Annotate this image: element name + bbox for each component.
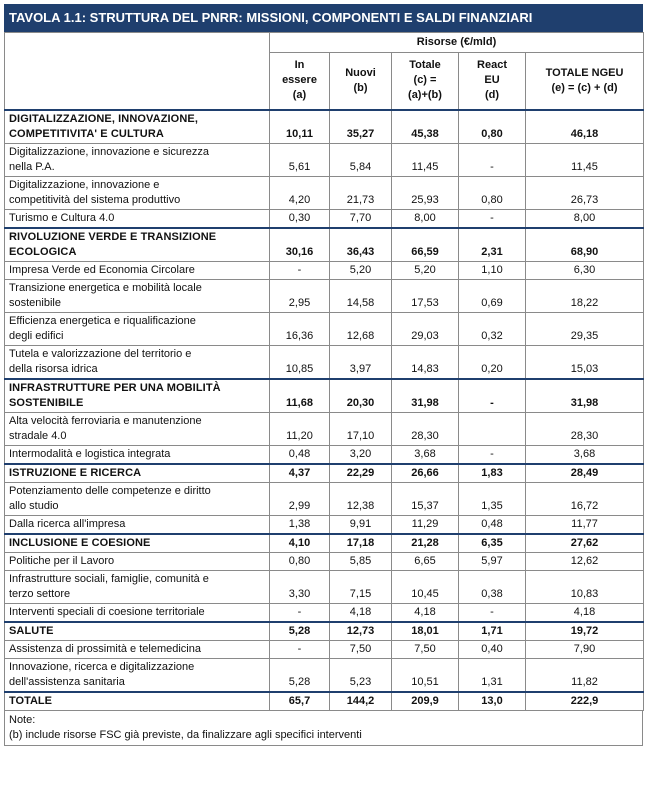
cell-nuovi: 12,73 <box>330 622 392 641</box>
cell-totale-ngeu: 11,45 <box>526 143 644 176</box>
cell-totale-ngeu: 15,03 <box>526 345 644 379</box>
cell-in-essere: 4,20 <box>270 176 330 209</box>
cell-totale-ngeu: 4,18 <box>526 603 644 622</box>
cell-totale: 29,03 <box>392 312 459 345</box>
cell-nuovi: 7,70 <box>330 209 392 228</box>
cell-totale: 18,01 <box>392 622 459 641</box>
component-row <box>5 552 644 570</box>
cell-in-essere: 4,37 <box>270 464 330 483</box>
row-label: Intermodalità e logistica integrata <box>5 445 270 464</box>
component-row <box>5 412 644 445</box>
cell-in-essere: 0,30 <box>270 209 330 228</box>
cell-in-essere: - <box>270 603 330 622</box>
cell-totale: 66,59 <box>392 228 459 262</box>
component-row <box>5 312 644 345</box>
cell-react-eu: 1,31 <box>459 658 526 692</box>
cell-totale-ngeu: 222,9 <box>526 692 644 711</box>
cell-totale: 3,68 <box>392 445 459 464</box>
cell-in-essere: 11,68 <box>270 379 330 413</box>
cell-react-eu: 0,40 <box>459 640 526 658</box>
cell-totale-ngeu: 46,18 <box>526 110 644 144</box>
cell-totale-ngeu: 10,83 <box>526 570 644 603</box>
component-row <box>5 640 644 658</box>
mission-row <box>5 379 644 413</box>
cell-totale-ngeu: 28,30 <box>526 412 644 445</box>
cell-in-essere: 0,80 <box>270 552 330 570</box>
row-label: Interventi speciali di coesione territoriale <box>5 603 270 622</box>
column-header-totale-ngeu: TOTALE NGEU (e) = (c) + (d) <box>526 53 644 110</box>
cell-react-eu: 0,48 <box>459 515 526 534</box>
row-label: Politiche per il Lavoro <box>5 552 270 570</box>
cell-react-eu: - <box>459 603 526 622</box>
cell-totale: 11,29 <box>392 515 459 534</box>
cell-totale: 17,53 <box>392 279 459 312</box>
cell-in-essere: 5,28 <box>270 658 330 692</box>
mission-row <box>5 110 644 144</box>
notes-label: Note: <box>9 713 36 726</box>
cell-totale-ngeu: 26,73 <box>526 176 644 209</box>
cell-in-essere: 11,20 <box>270 412 330 445</box>
row-label: Transizione energetica e mobilità locale sostenibile <box>5 279 270 312</box>
cell-in-essere: 16,36 <box>270 312 330 345</box>
cell-nuovi: 3,97 <box>330 345 392 379</box>
pnrr-table <box>4 32 644 711</box>
cell-totale: 4,18 <box>392 603 459 622</box>
cell-nuovi: 12,38 <box>330 482 392 515</box>
cell-totale: 21,28 <box>392 534 459 553</box>
notes-block <box>4 711 643 746</box>
cell-nuovi: 144,2 <box>330 692 392 711</box>
cell-totale-ngeu: 29,35 <box>526 312 644 345</box>
table-title: TAVOLA 1.1: STRUTTURA DEL PNRR: MISSIONI, COMPONENTI E SALDI FINANZIARI <box>4 4 643 32</box>
component-row <box>5 445 644 464</box>
row-label: Impresa Verde ed Economia Circolare <box>5 261 270 279</box>
cell-react-eu: 0,69 <box>459 279 526 312</box>
row-label: DIGITALIZZAZIONE, INNOVAZIONE, COMPETITIVITA' E CULTURA <box>5 110 270 144</box>
component-row <box>5 345 644 379</box>
cell-nuovi: 5,85 <box>330 552 392 570</box>
cell-in-essere: 10,85 <box>270 345 330 379</box>
cell-totale-ngeu: 31,98 <box>526 379 644 413</box>
mission-row <box>5 228 644 262</box>
cell-totale-ngeu: 12,62 <box>526 552 644 570</box>
cell-in-essere: 65,7 <box>270 692 330 711</box>
cell-react-eu: 0,32 <box>459 312 526 345</box>
mission-row <box>5 464 644 483</box>
row-label: Efficienza energetica e riqualificazione degli edifici <box>5 312 270 345</box>
mission-row <box>5 622 644 641</box>
total-row <box>5 692 644 711</box>
cell-react-eu: 13,0 <box>459 692 526 711</box>
cell-totale-ngeu: 68,90 <box>526 228 644 262</box>
cell-react-eu: - <box>459 445 526 464</box>
row-label: Assistenza di prossimità e telemedicina <box>5 640 270 658</box>
cell-react-eu: 5,97 <box>459 552 526 570</box>
cell-react-eu: 6,35 <box>459 534 526 553</box>
row-label: SALUTE <box>5 622 270 641</box>
row-label: INFRASTRUTTURE PER UNA MOBILITÀ SOSTENIBILE <box>5 379 270 413</box>
row-label: Digitalizzazione, innovazione e competitività del sistema produttivo <box>5 176 270 209</box>
cell-in-essere: 2,95 <box>270 279 330 312</box>
component-row <box>5 570 644 603</box>
cell-nuovi: 4,18 <box>330 603 392 622</box>
cell-nuovi: 17,10 <box>330 412 392 445</box>
cell-totale: 11,45 <box>392 143 459 176</box>
row-label: Turismo e Cultura 4.0 <box>5 209 270 228</box>
row-label: Tutela e valorizzazione del territorio e della risorsa idrica <box>5 345 270 379</box>
cell-nuovi: 12,68 <box>330 312 392 345</box>
column-header-totale: Totale (c) = (a)+(b) <box>392 53 459 110</box>
component-row <box>5 209 644 228</box>
cell-react-eu: 1,83 <box>459 464 526 483</box>
cell-totale-ngeu: 3,68 <box>526 445 644 464</box>
cell-totale-ngeu: 11,82 <box>526 658 644 692</box>
row-label: Potenziamento delle competenze e diritto allo studio <box>5 482 270 515</box>
cell-totale: 7,50 <box>392 640 459 658</box>
cell-in-essere: 5,28 <box>270 622 330 641</box>
column-header-in-essere: In essere (a) <box>270 53 330 110</box>
cell-nuovi: 9,91 <box>330 515 392 534</box>
cell-react-eu: 0,38 <box>459 570 526 603</box>
header-group-label: Risorse (€/mld) <box>270 33 644 53</box>
cell-nuovi: 20,30 <box>330 379 392 413</box>
cell-nuovi: 7,50 <box>330 640 392 658</box>
cell-nuovi: 3,20 <box>330 445 392 464</box>
cell-react-eu: 2,31 <box>459 228 526 262</box>
component-row <box>5 261 644 279</box>
cell-totale: 8,00 <box>392 209 459 228</box>
row-label: INCLUSIONE E COESIONE <box>5 534 270 553</box>
cell-totale-ngeu: 27,62 <box>526 534 644 553</box>
cell-react-eu: 0,80 <box>459 176 526 209</box>
cell-totale-ngeu: 18,22 <box>526 279 644 312</box>
cell-totale-ngeu: 16,72 <box>526 482 644 515</box>
header-row-group <box>5 33 644 53</box>
cell-react-eu: 1,71 <box>459 622 526 641</box>
cell-totale: 26,66 <box>392 464 459 483</box>
cell-react-eu: 0,80 <box>459 110 526 144</box>
cell-nuovi: 5,23 <box>330 658 392 692</box>
cell-totale-ngeu: 6,30 <box>526 261 644 279</box>
column-header-nuovi: Nuovi (b) <box>330 53 392 110</box>
cell-in-essere: 0,48 <box>270 445 330 464</box>
cell-in-essere: - <box>270 261 330 279</box>
cell-nuovi: 36,43 <box>330 228 392 262</box>
mission-row <box>5 534 644 553</box>
cell-totale: 5,20 <box>392 261 459 279</box>
cell-totale: 45,38 <box>392 110 459 144</box>
cell-in-essere: 1,38 <box>270 515 330 534</box>
cell-totale: 28,30 <box>392 412 459 445</box>
cell-in-essere: 5,61 <box>270 143 330 176</box>
cell-totale-ngeu: 28,49 <box>526 464 644 483</box>
cell-react-eu: - <box>459 143 526 176</box>
cell-nuovi: 17,18 <box>330 534 392 553</box>
cell-in-essere: 2,99 <box>270 482 330 515</box>
row-label: ISTRUZIONE E RICERCA <box>5 464 270 483</box>
cell-nuovi: 22,29 <box>330 464 392 483</box>
cell-react-eu <box>459 412 526 445</box>
column-header-react-eu: React EU (d) <box>459 53 526 110</box>
cell-totale: 25,93 <box>392 176 459 209</box>
cell-totale-ngeu: 8,00 <box>526 209 644 228</box>
cell-react-eu: 1,10 <box>459 261 526 279</box>
row-label: Infrastrutture sociali, famiglie, comunità e terzo settore <box>5 570 270 603</box>
cell-in-essere: 3,30 <box>270 570 330 603</box>
row-label: RIVOLUZIONE VERDE E TRANSIZIONE ECOLOGICA <box>5 228 270 262</box>
cell-in-essere: 10,11 <box>270 110 330 144</box>
cell-nuovi: 14,58 <box>330 279 392 312</box>
cell-totale: 209,9 <box>392 692 459 711</box>
cell-nuovi: 21,73 <box>330 176 392 209</box>
row-label: Innovazione, ricerca e digitalizzazione dell'assistenza sanitaria <box>5 658 270 692</box>
component-row <box>5 176 644 209</box>
cell-react-eu: - <box>459 379 526 413</box>
component-row <box>5 279 644 312</box>
component-row <box>5 482 644 515</box>
cell-in-essere: 30,16 <box>270 228 330 262</box>
cell-totale: 31,98 <box>392 379 459 413</box>
cell-totale-ngeu: 11,77 <box>526 515 644 534</box>
row-label: TOTALE <box>5 692 270 711</box>
cell-totale: 10,45 <box>392 570 459 603</box>
cell-nuovi: 35,27 <box>330 110 392 144</box>
row-label: Alta velocità ferroviaria e manutenzione stradale 4.0 <box>5 412 270 445</box>
cell-nuovi: 5,84 <box>330 143 392 176</box>
cell-totale: 6,65 <box>392 552 459 570</box>
notes-text: (b) include risorse FSC già previste, da finalizzare agli specifici interventi <box>9 728 362 741</box>
component-row <box>5 515 644 534</box>
cell-react-eu: - <box>459 209 526 228</box>
cell-in-essere: - <box>270 640 330 658</box>
component-row <box>5 603 644 622</box>
cell-in-essere: 4,10 <box>270 534 330 553</box>
component-row <box>5 143 644 176</box>
cell-react-eu: 0,20 <box>459 345 526 379</box>
cell-totale-ngeu: 19,72 <box>526 622 644 641</box>
cell-nuovi: 5,20 <box>330 261 392 279</box>
header-empty-cell <box>5 33 270 110</box>
cell-totale-ngeu: 7,90 <box>526 640 644 658</box>
cell-totale: 14,83 <box>392 345 459 379</box>
row-label: Digitalizzazione, innovazione e sicurezza nella P.A. <box>5 143 270 176</box>
row-label: Dalla ricerca all'impresa <box>5 515 270 534</box>
component-row <box>5 658 644 692</box>
cell-totale: 15,37 <box>392 482 459 515</box>
cell-react-eu: 1,35 <box>459 482 526 515</box>
cell-totale: 10,51 <box>392 658 459 692</box>
cell-nuovi: 7,15 <box>330 570 392 603</box>
